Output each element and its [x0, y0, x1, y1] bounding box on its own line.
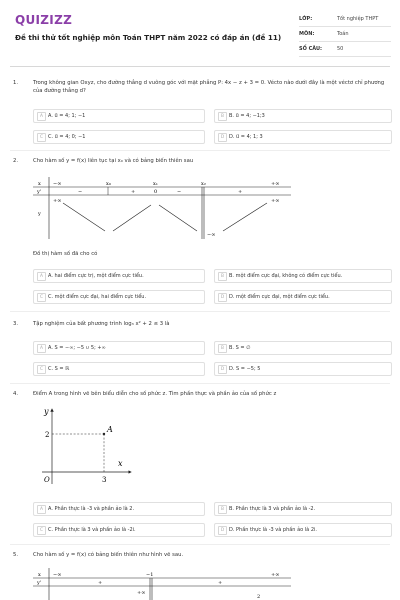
table-cell: x — [38, 181, 41, 187]
table-cell: + — [218, 580, 223, 586]
meta-row-class — [299, 12, 391, 27]
option-text: A. u⃗ = 4; 1; −1 — [48, 113, 86, 119]
option-text: D. Phần thực là -3 và phần ảo là 2i. — [229, 527, 317, 533]
option-letter-badge: A — [37, 344, 46, 353]
table-cell: 2 — [257, 594, 261, 600]
variation-table-q5-svg — [33, 568, 293, 600]
option-text: C. Phần thực là 3 và phần ảo là -2i. — [48, 527, 136, 533]
q2-option-c[interactable] — [33, 290, 205, 304]
table-cell: + — [98, 580, 103, 586]
q4-option-b[interactable] — [214, 502, 392, 516]
option-letter-badge: D — [218, 526, 227, 535]
y-value-label: 2 — [45, 431, 50, 439]
question-text: Tập nghiệm của bất phương trình log₃ x² + 2 ≤ 3 là — [33, 321, 170, 327]
meta-panel — [299, 12, 391, 57]
table-cell: − — [177, 189, 182, 195]
meta-row-count — [299, 42, 391, 57]
q3-option-c[interactable] — [33, 362, 205, 376]
option-text: B. Phần thực là 3 và phần ảo là -2. — [229, 506, 316, 512]
variation-table-q2 — [33, 177, 293, 239]
question-divider — [10, 544, 390, 545]
option-letter-badge: D — [218, 293, 227, 302]
option-text: A. hai điểm cực trị, một điểm cực tiểu. — [48, 273, 144, 279]
table-cell: 0 — [154, 189, 158, 195]
table-cell: y — [38, 211, 41, 217]
option-text: C. S = ℝ — [48, 366, 70, 372]
option-text: D. u⃗ = 4; 1; 3 — [229, 134, 263, 140]
option-text: A. Phần thực là -3 và phần ảo là 2. — [48, 506, 135, 512]
question-number: 3. — [13, 321, 19, 327]
option-letter-badge: C — [37, 293, 46, 302]
point-a-label: A — [107, 425, 113, 434]
q1-option-b[interactable] — [214, 109, 392, 123]
question-number: 1. — [13, 80, 19, 86]
table-cell: +∞ — [271, 181, 280, 187]
table-cell: +∞ — [137, 590, 146, 596]
option-letter-badge: C — [37, 133, 46, 142]
meta-key: MÔN: — [299, 31, 315, 37]
question-divider — [10, 383, 390, 384]
option-text: D. S = −5; 5 — [229, 366, 261, 372]
header-divider — [10, 66, 390, 67]
option-letter-badge: D — [218, 133, 227, 142]
table-cell: + — [238, 189, 243, 195]
question-text: Trong không gian Oxyz, cho đường thẳng d vuông góc với mặt phẳng P: 4x − z + 3 = 0. Vécto nào dưới đây là một véctơ chỉ phương của đường thẳng d? — [33, 80, 385, 94]
option-letter-badge: C — [37, 526, 46, 535]
q3-option-a[interactable] — [33, 341, 205, 355]
meta-value: Toán — [337, 31, 349, 37]
origin-label: O — [44, 476, 50, 484]
complex-plane-figure — [38, 404, 138, 492]
option-text: B. một điểm cực đại, không có điểm cực tiểu. — [229, 273, 343, 279]
q1-option-a[interactable] — [33, 109, 205, 123]
option-letter-badge: C — [37, 365, 46, 374]
q4-option-c[interactable] — [33, 523, 205, 537]
q4-option-d[interactable] — [214, 523, 392, 537]
meta-row-subject — [299, 27, 391, 42]
q2-option-a[interactable] — [33, 269, 205, 283]
table-cell: +∞ — [271, 572, 280, 578]
table-cell: x — [38, 572, 41, 578]
q1-option-d[interactable] — [214, 130, 392, 144]
question-text: Điểm A trong hình vẽ bên biểu diễn cho số phức z. Tìm phần thực và phần ảo của số phức z — [33, 391, 277, 397]
document-title: Đề thi thử tốt nghiệp môn Toán THPT năm 2022 có đáp án (đề 11) — [15, 33, 282, 42]
question-text: Cho hàm số y = f(x) có bảng biến thiên như hình vẽ sau. — [33, 552, 184, 558]
table-cell: +∞ — [53, 198, 62, 204]
table-cell: x₂ — [201, 181, 206, 187]
table-cell: x₁ — [153, 181, 158, 187]
table-cell: −∞ — [53, 572, 62, 578]
question-text: Đồ thị hàm số đã cho có — [33, 251, 98, 257]
table-cell: y' — [37, 580, 42, 586]
q2-option-d[interactable] — [214, 290, 392, 304]
option-letter-badge: A — [37, 272, 46, 281]
quizizz-logo: QUIZIZZ — [15, 13, 73, 27]
q3-option-b[interactable] — [214, 341, 392, 355]
q4-option-a[interactable] — [33, 502, 205, 516]
table-cell: −∞ — [53, 181, 62, 187]
x-value-label: 3 — [102, 476, 107, 484]
table-cell: +∞ — [271, 198, 280, 204]
meta-value: 50 — [337, 46, 344, 52]
x-axis-label: x — [118, 459, 123, 468]
variation-table-q5 — [33, 568, 293, 600]
option-letter-badge: B — [218, 272, 227, 281]
option-letter-badge: A — [37, 112, 46, 121]
option-text: C. u⃗ = 4; 0; −1 — [48, 134, 86, 140]
option-text: D. một điểm cực đại, một điểm cực tiểu. — [229, 294, 330, 300]
question-text: Cho hàm số y = f(x) liên tục tại x₀ và có bảng biến thiên sau — [33, 158, 194, 164]
complex-plane-svg — [38, 404, 138, 492]
point-a-marker — [103, 433, 105, 435]
variation-table-q2-svg — [33, 177, 293, 239]
meta-key: LỚP: — [299, 16, 313, 22]
option-text: B. S = ∅ — [229, 345, 251, 351]
table-cell: −1 — [146, 572, 154, 578]
option-letter-badge: D — [218, 365, 227, 374]
y-axis-label: y — [44, 407, 49, 416]
question-divider — [10, 311, 390, 312]
option-text: C. một điểm cực đại, hai điểm cực tiểu. — [48, 294, 147, 300]
question-divider — [10, 150, 390, 151]
q3-option-d[interactable] — [214, 362, 392, 376]
q1-option-c[interactable] — [33, 130, 205, 144]
option-letter-badge: B — [218, 344, 227, 353]
option-text: B. u⃗ = 4; −1;3 — [229, 113, 265, 119]
option-text: A. S = −∞; −5 ∪ 5; +∞ — [48, 345, 106, 351]
question-number: 2. — [13, 158, 19, 164]
table-cell: −∞ — [207, 232, 216, 238]
question-number: 5. — [13, 552, 19, 558]
option-letter-badge: B — [218, 505, 227, 514]
option-letter-badge: A — [37, 505, 46, 514]
q2-option-b[interactable] — [214, 269, 392, 283]
question-number: 4. — [13, 391, 19, 397]
meta-key: SỐ CÂU: — [299, 46, 323, 52]
table-cell: y' — [37, 189, 42, 195]
table-cell: + — [131, 189, 136, 195]
table-cell: − — [78, 189, 83, 195]
table-cell: x₀ — [106, 181, 111, 187]
meta-value: Tốt nghiệp THPT — [337, 16, 379, 22]
option-letter-badge: B — [218, 112, 227, 121]
